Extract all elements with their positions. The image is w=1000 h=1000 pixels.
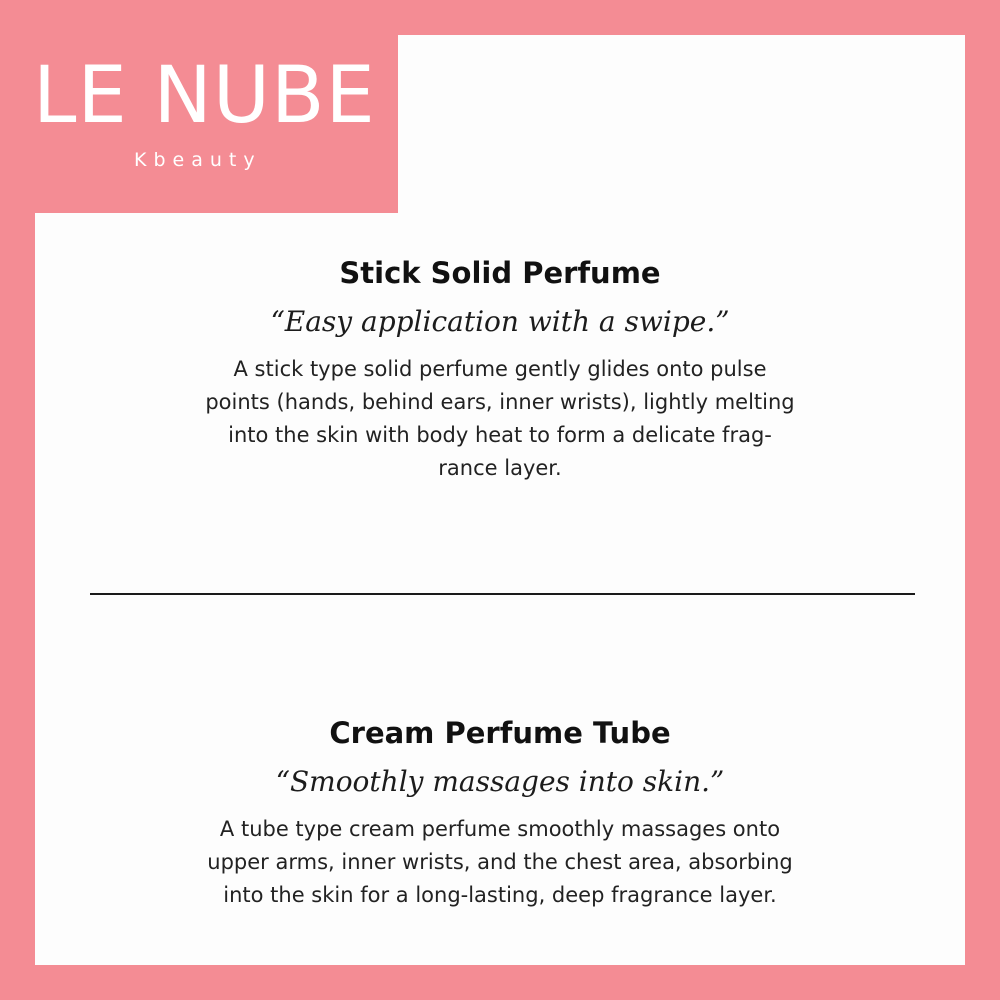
brand-subtitle: Kbeauty [134,149,262,171]
brand-name: LE NUBE [33,51,376,141]
description-line: A tube type cream perfume smoothly massages onto [219,817,781,841]
description-line: into the skin with body heat to form a delicate frag- [228,423,772,447]
product-title: Stick Solid Perfume [339,256,661,290]
description-line: into the skin for a long-lasting, deep fragrance layer. [223,883,777,907]
product-cream-perfume-tube [150,715,850,912]
description-line: points (hands, behind ears, inner wrists), lightly melting [205,390,795,414]
product-stick-solid-perfume [150,255,850,485]
section-divider [90,593,915,595]
description-line: A stick type solid perfume gently glides onto pulse [233,357,767,381]
product-tagline: “Smoothly massages into skin.” [275,765,725,798]
product-tagline: “Easy application with a swipe.” [270,305,730,338]
product-title: Cream Perfume Tube [329,716,671,750]
product-description [150,353,850,485]
brand-logo [0,0,398,213]
description-line: rance layer. [438,456,562,480]
description-line: upper arms, inner wrists, and the chest area, absorbing [207,850,793,874]
product-description [150,813,850,912]
